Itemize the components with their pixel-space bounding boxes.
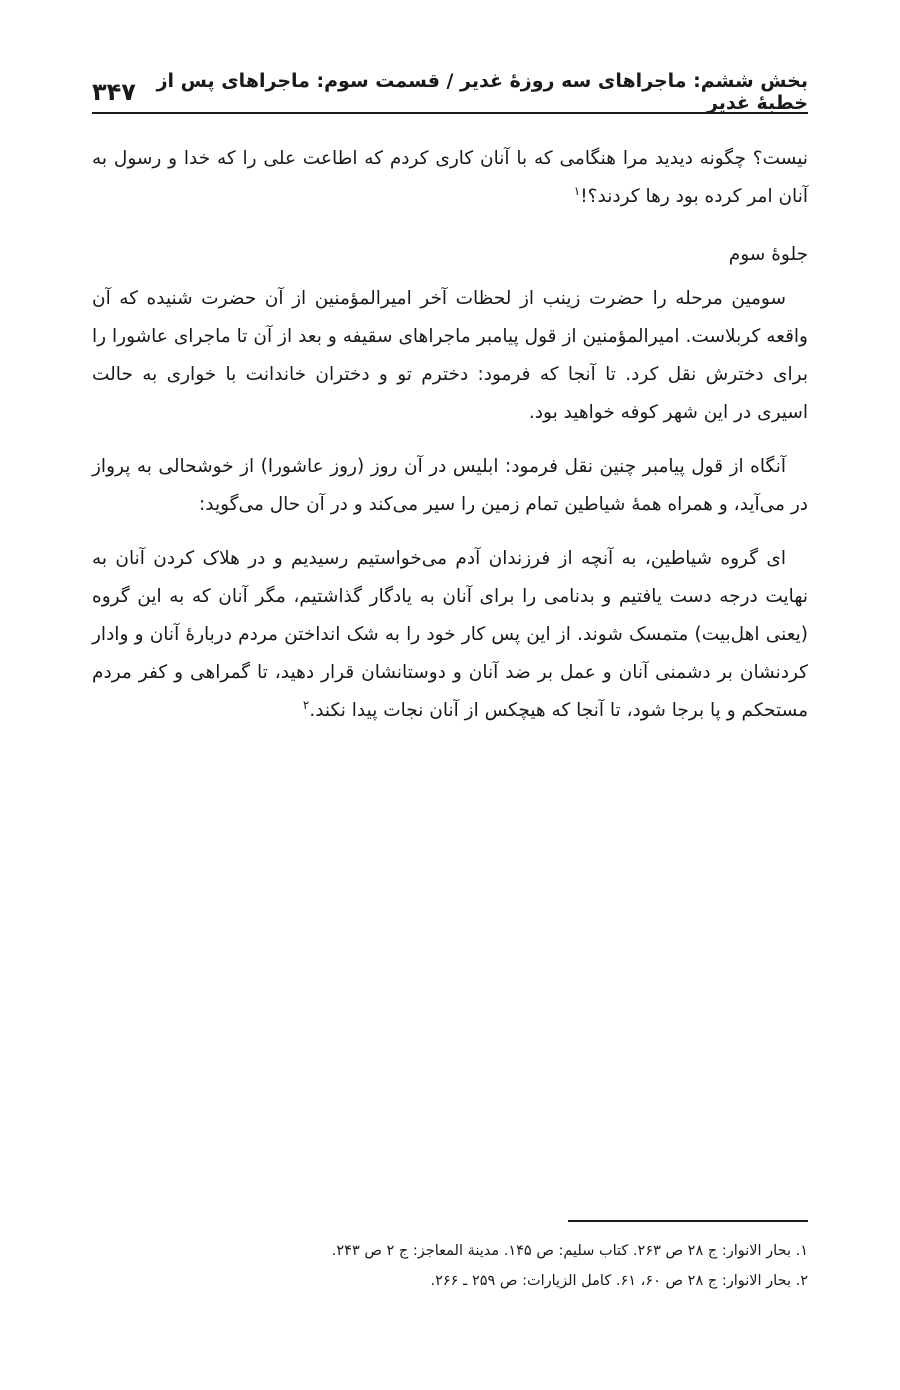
paragraph-1 [92,140,808,216]
page-number: ۳۴۷ [92,78,136,106]
footnote-divider [568,1220,808,1222]
section-heading: جلوهٔ سوم [728,244,808,265]
footnote-ref-1: ۱ [573,183,581,198]
running-header [92,72,808,114]
footnote-ref-2: ۲ [302,697,310,712]
paragraph-1-text: نیست؟ چگونه دیدید مرا هنگامی که با آنان کاری کردم که اطاعت علی را که خدا و رسول به آنان امر کرده بود رها کردند؟! [92,148,808,207]
header-title: بخش ششم: ماجراهای سه روزهٔ غدیر / قسمت سوم: ماجراهای پس از خطبهٔ غدیر [156,70,808,114]
footnotes [92,1220,808,1296]
footnote-1: ۱. بحار الانوار: ج ۲۸ ص ۲۶۳. کتاب سلیم: ص ۱۴۵. مدینة المعاجز: ج ۲ ص ۲۴۳. [331,1243,808,1259]
book-page [92,0,808,1390]
body-text [92,140,808,746]
footnote-2: ۲. بحار الانوار: ج ۲۸ ص ۶۰، ۶۱. کامل الزیارات: ص ۲۵۹ ـ ۲۶۶. [430,1273,808,1289]
paragraph-3: آنگاه از قول پیامبر چنین نقل فرمود: ابلیس در آن روز (روز عاشورا) از خوشحالی به پرواز در می‌آید، و همراه همهٔ شیاطین تمام زمین را سیر می‌کند و در آن حال می‌گوید: [92,456,808,515]
paragraph-4-text: ای گروه شیاطین، به آنچه از فرزندان آدم می‌خواستیم رسیدیم و در هلاک کردن آنان به نهایت درجه دست یافتیم و بدنامی را برای آنان به یادگار گذاشتیم، مگر آنان که به این گروه (یعنی اهل‌بیت) متمسک شوند. از این پس کار خود را به شک انداختن مردم دربارهٔ آنان و وادار کردنشان بر دشمنی آنان و عمل بر ضد آنان و دوستانشان قرار دهید، تا گمراهی و کفر مردم مستحکم و پا برجا شود، تا آنجا که هیچکس از آنان نجات پیدا نکند. [92,548,808,721]
paragraph-4 [92,540,808,730]
paragraph-2: سومین مرحله را حضرت زینب از لحظات آخر امیرالمؤمنین از آن حضرت شنیده که آن واقعه کربلاست. امیرالمؤمنین از قول پیامبر ماجراهای سقیفه و بعد از آن تا ماجرای عاشورا را برای دخترش نقل کرد. تا آنجا که فرمود: دخترم تو و دختران خاندانت با خواری به حالت اسیری در این شهر کوفه خواهید بود. [92,288,808,423]
